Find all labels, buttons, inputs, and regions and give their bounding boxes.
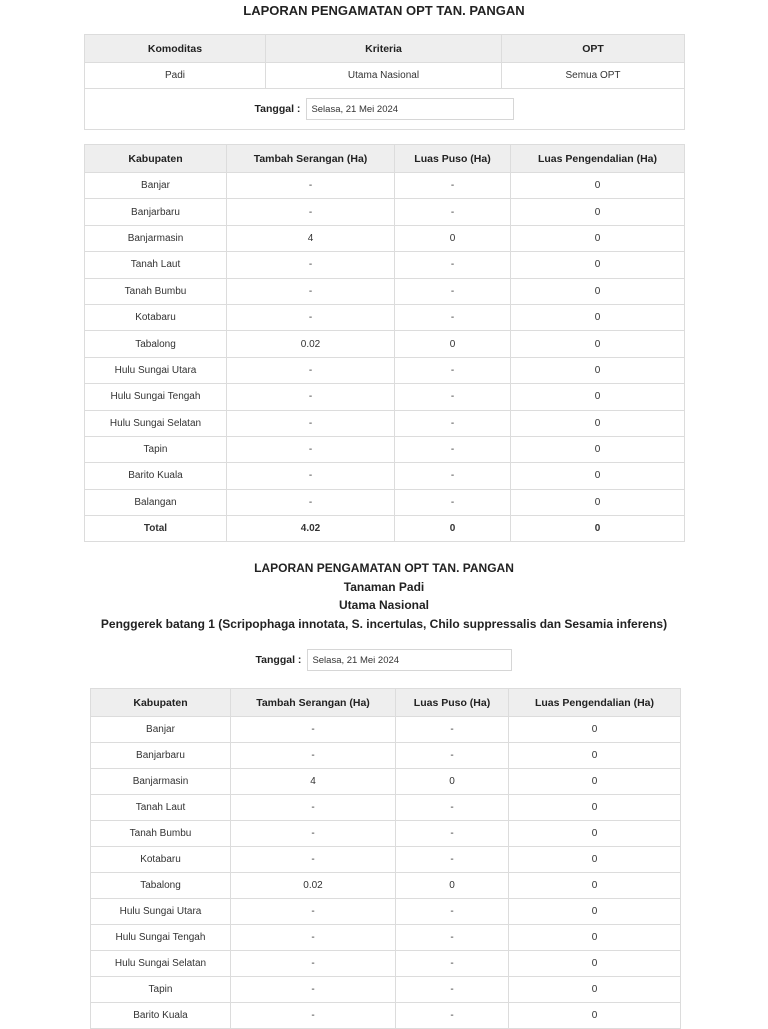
section-2-subtitle: Tanaman Padi: [343, 579, 425, 594]
table-row: [85, 489, 685, 515]
cell-luas-puso: -: [396, 899, 509, 925]
cell-kabupaten: Hulu Sungai Selatan: [85, 410, 227, 436]
cell-tambah-serangan: -: [231, 847, 396, 873]
cell-kabupaten: Hulu Sungai Utara: [91, 899, 231, 925]
cell-luas-puso: -: [395, 252, 511, 278]
cell-kabupaten: Hulu Sungai Selatan: [91, 951, 231, 977]
header-luas-puso: Luas Puso (Ha): [395, 145, 511, 173]
cell-luas-puso: 0: [395, 225, 511, 251]
table-row: [85, 410, 685, 436]
table-row: [85, 331, 685, 357]
table-row: [85, 278, 685, 304]
cell-tambah-serangan: 0.02: [231, 873, 396, 899]
cell-tambah-serangan: -: [231, 821, 396, 847]
date-label: Tanggal :: [254, 103, 301, 115]
cell-luas-pengendalian: 0: [509, 951, 681, 977]
cell-kabupaten: Tanah Bumbu: [85, 278, 227, 304]
cell-kabupaten: Banjar: [85, 173, 227, 199]
cell-luas-pengendalian: 0: [511, 357, 685, 383]
table-row: [85, 199, 685, 225]
table-row: [91, 717, 681, 743]
cell-luas-puso: -: [395, 463, 511, 489]
table-row: [91, 951, 681, 977]
table-row: [91, 925, 681, 951]
cell-tambah-serangan: -: [227, 489, 395, 515]
cell-kabupaten: Tanah Laut: [85, 252, 227, 278]
header-komoditas: Komoditas: [85, 35, 266, 63]
cell-kabupaten: Banjarmasin: [85, 225, 227, 251]
table-row: [91, 873, 681, 899]
report-table-2: [90, 688, 681, 1029]
cell-luas-pengendalian: 0: [509, 717, 681, 743]
cell-tambah-serangan: -: [231, 951, 396, 977]
date-input[interactable]: [306, 98, 514, 120]
header-tambah-serangan: Tambah Serangan (Ha): [227, 145, 395, 173]
cell-luas-puso: -: [395, 304, 511, 330]
cell-kabupaten: Banjarbaru: [91, 743, 231, 769]
cell-luas-puso: -: [395, 410, 511, 436]
table-row: [85, 436, 685, 462]
table-row: [91, 977, 681, 1003]
cell-luas-puso: -: [396, 977, 509, 1003]
cell-luas-pengendalian: 0: [511, 199, 685, 225]
table-row: [85, 384, 685, 410]
date-label-2: Tanggal :: [255, 654, 302, 666]
cell-tambah-serangan: -: [227, 199, 395, 225]
cell-kabupaten: Hulu Sungai Tengah: [85, 384, 227, 410]
cell-tambah-serangan: -: [231, 1003, 396, 1029]
cell-luas-puso: -: [396, 1003, 509, 1029]
cell-kabupaten: Tabalong: [85, 331, 227, 357]
table-row: [85, 173, 685, 199]
cell-tambah-serangan: -: [227, 278, 395, 304]
cell-tambah-serangan: -: [227, 357, 395, 383]
header-luas-puso: Luas Puso (Ha): [396, 689, 509, 717]
cell-tambah-serangan: -: [227, 304, 395, 330]
section-2-pest: Penggerek batang 1 (Scripophaga innotata, S. incertulas, Chilo suppressalis dan Sesamia inferens): [100, 616, 668, 631]
cell-tambah-serangan: 0.02: [227, 331, 395, 357]
cell-tambah-serangan: -: [231, 977, 396, 1003]
cell-luas-pengendalian: 0: [509, 769, 681, 795]
value-komoditas: Padi: [85, 63, 266, 89]
cell-luas-pengendalian: 0: [511, 331, 685, 357]
table-row: [91, 821, 681, 847]
report-table-1: [84, 144, 685, 542]
cell-kabupaten: Barito Kuala: [91, 1003, 231, 1029]
cell-tambah-serangan: -: [227, 463, 395, 489]
cell-kabupaten: Banjar: [91, 717, 231, 743]
cell-luas-puso: 0: [395, 516, 511, 542]
report-title: LAPORAN PENGAMATAN OPT TAN. PANGAN: [243, 3, 525, 18]
header-kriteria: Kriteria: [266, 35, 502, 63]
cell-luas-pengendalian: 0: [511, 304, 685, 330]
table-row: [85, 357, 685, 383]
cell-tambah-serangan: -: [231, 925, 396, 951]
total-label: Total: [85, 516, 227, 542]
cell-luas-pengendalian: 0: [511, 516, 685, 542]
header-opt: OPT: [502, 35, 685, 63]
cell-tambah-serangan: -: [227, 410, 395, 436]
cell-luas-pengendalian: 0: [509, 847, 681, 873]
cell-luas-puso: -: [396, 795, 509, 821]
cell-luas-puso: -: [395, 199, 511, 225]
cell-luas-puso: 0: [396, 873, 509, 899]
table-row: [91, 899, 681, 925]
cell-luas-pengendalian: 0: [511, 225, 685, 251]
header-kabupaten: Kabupaten: [85, 145, 227, 173]
header-luas-pengendalian: Luas Pengendalian (Ha): [509, 689, 681, 717]
cell-tambah-serangan: -: [227, 384, 395, 410]
table-row: [91, 847, 681, 873]
value-kriteria: Utama Nasional: [266, 63, 502, 89]
cell-tambah-serangan: -: [231, 899, 396, 925]
section-2-criteria: Utama Nasional: [338, 598, 430, 612]
cell-luas-puso: -: [396, 821, 509, 847]
filter-table: [84, 34, 685, 130]
cell-luas-pengendalian: 0: [509, 899, 681, 925]
cell-luas-puso: 0: [396, 769, 509, 795]
value-opt: Semua OPT: [502, 63, 685, 89]
cell-kabupaten: Banjarmasin: [91, 769, 231, 795]
cell-luas-puso: 0: [395, 331, 511, 357]
cell-luas-pengendalian: 0: [511, 463, 685, 489]
cell-tambah-serangan: -: [227, 173, 395, 199]
table-row: [85, 252, 685, 278]
cell-luas-pengendalian: 0: [509, 873, 681, 899]
cell-luas-puso: -: [395, 489, 511, 515]
cell-luas-puso: -: [395, 173, 511, 199]
cell-luas-pengendalian: 0: [511, 173, 685, 199]
cell-tambah-serangan: -: [231, 717, 396, 743]
table-row: [91, 795, 681, 821]
section-2-heading: [0, 559, 768, 633]
table-row: [85, 463, 685, 489]
cell-luas-pengendalian: 0: [509, 1003, 681, 1029]
cell-kabupaten: Banjarbaru: [85, 199, 227, 225]
cell-luas-pengendalian: 0: [509, 977, 681, 1003]
cell-kabupaten: Hulu Sungai Utara: [85, 357, 227, 383]
cell-kabupaten: Kotabaru: [85, 304, 227, 330]
cell-luas-pengendalian: 0: [509, 821, 681, 847]
total-row: [85, 516, 685, 542]
cell-luas-puso: -: [395, 357, 511, 383]
cell-kabupaten: Hulu Sungai Tengah: [91, 925, 231, 951]
cell-kabupaten: Tapin: [85, 436, 227, 462]
date-row-2: [0, 649, 768, 671]
cell-kabupaten: Barito Kuala: [85, 463, 227, 489]
cell-tambah-serangan: 4: [231, 769, 396, 795]
header-tambah-serangan: Tambah Serangan (Ha): [231, 689, 396, 717]
cell-luas-pengendalian: 0: [511, 489, 685, 515]
cell-luas-puso: -: [395, 436, 511, 462]
cell-luas-pengendalian: 0: [511, 410, 685, 436]
cell-luas-puso: -: [396, 743, 509, 769]
date-row: [85, 89, 685, 130]
cell-tambah-serangan: 4: [227, 225, 395, 251]
cell-kabupaten: Tanah Bumbu: [91, 821, 231, 847]
header-luas-pengendalian: Luas Pengendalian (Ha): [511, 145, 685, 173]
cell-luas-puso: -: [396, 951, 509, 977]
cell-luas-puso: -: [395, 278, 511, 304]
cell-tambah-serangan: -: [231, 795, 396, 821]
table-row: [85, 225, 685, 251]
table-row: [91, 769, 681, 795]
cell-tambah-serangan: -: [227, 436, 395, 462]
cell-luas-pengendalian: 0: [511, 252, 685, 278]
cell-luas-pengendalian: 0: [511, 384, 685, 410]
cell-kabupaten: Tabalong: [91, 873, 231, 899]
cell-kabupaten: Tanah Laut: [91, 795, 231, 821]
cell-luas-pengendalian: 0: [509, 795, 681, 821]
table-row: [91, 743, 681, 769]
cell-luas-puso: -: [396, 847, 509, 873]
header-kabupaten: Kabupaten: [91, 689, 231, 717]
cell-luas-puso: -: [396, 717, 509, 743]
cell-tambah-serangan: -: [227, 252, 395, 278]
table-row: [85, 304, 685, 330]
table-row: [91, 1003, 681, 1029]
cell-kabupaten: Balangan: [85, 489, 227, 515]
cell-luas-pengendalian: 0: [509, 925, 681, 951]
section-2-title: LAPORAN PENGAMATAN OPT TAN. PANGAN: [254, 561, 514, 575]
date-input-2[interactable]: [307, 649, 512, 671]
cell-tambah-serangan: 4.02: [227, 516, 395, 542]
cell-luas-pengendalian: 0: [511, 278, 685, 304]
cell-luas-puso: -: [396, 925, 509, 951]
cell-luas-pengendalian: 0: [511, 436, 685, 462]
cell-kabupaten: Kotabaru: [91, 847, 231, 873]
cell-tambah-serangan: -: [231, 743, 396, 769]
cell-kabupaten: Tapin: [91, 977, 231, 1003]
cell-luas-puso: -: [395, 384, 511, 410]
cell-luas-pengendalian: 0: [509, 743, 681, 769]
